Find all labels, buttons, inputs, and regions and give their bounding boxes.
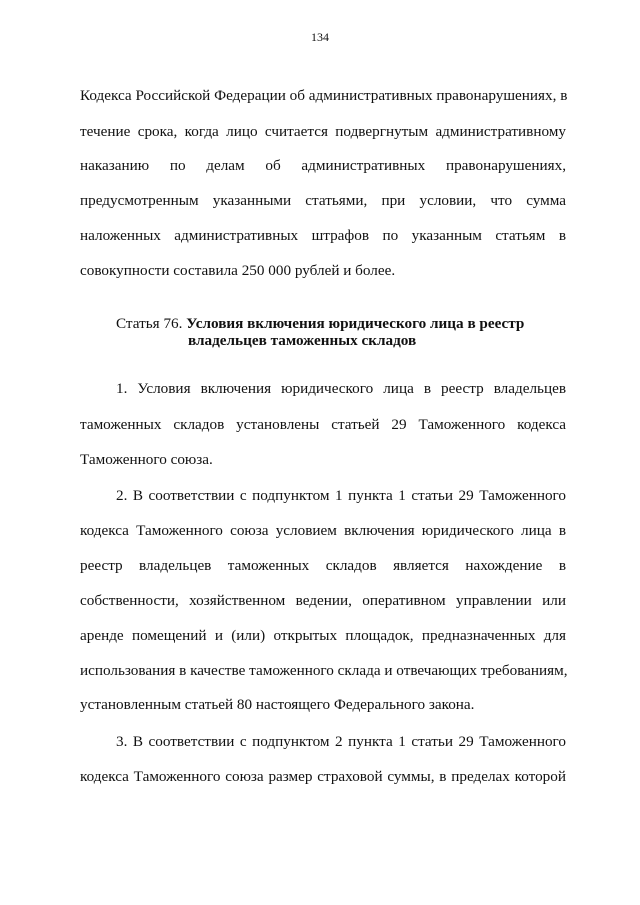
- text-line: наказанию по делам об административных правонарушениях,: [80, 157, 566, 174]
- text-line: установленным статьей 80 настоящего Федерального закона.: [80, 696, 475, 713]
- article-title-line2: владельцев таможенных складов: [188, 332, 417, 349]
- text-line: 3. В соответствии с подпунктом 2 пункта 1 статьи 29 Таможенного: [116, 733, 566, 750]
- page-number: 134: [311, 30, 329, 44]
- text-line: использования в качестве таможенного склада и отвечающих требованиям,: [80, 662, 568, 679]
- text-line: предусмотренным указанными статьями, при условии, что сумма: [80, 192, 566, 209]
- article-heading-line2: [188, 331, 640, 351]
- text-line: 1. Условия включения юридического лица в реестр владельцев: [116, 380, 566, 397]
- text-line: 2. В соответствии с подпунктом 1 пункта 1 статьи 29 Таможенного: [116, 487, 566, 504]
- text-line: собственности, хозяйственном ведении, оперативном управлении или: [80, 592, 566, 609]
- article-number: Статья 76.: [116, 315, 183, 332]
- text-line: аренде помещений и (или) открытых площадок, предназначенных для: [80, 627, 566, 644]
- text-line: реестр владельцев таможенных складов является нахождение в: [80, 557, 566, 574]
- text-line: Таможенного союза.: [80, 451, 213, 468]
- text-line: совокупности составила 250 000 рублей и более.: [80, 262, 396, 279]
- text-line: наложенных административных штрафов по указанным статьям в: [80, 227, 566, 244]
- article-title-line1: Условия включения юридического лица в реестр: [186, 315, 525, 332]
- text-line: кодекса Таможенного союза условием включения юридического лица в: [80, 522, 566, 539]
- text-line: течение срока, когда лицо считается подвергнутым административному: [80, 123, 566, 140]
- text-line: Кодекса Российской Федерации об административных правонарушениях, в: [80, 87, 568, 104]
- text-line: кодекса Таможенного союза размер страховой суммы, в пределах которой: [80, 768, 566, 785]
- text-line: таможенных складов установлены статьей 29 Таможенного кодекса: [80, 416, 566, 433]
